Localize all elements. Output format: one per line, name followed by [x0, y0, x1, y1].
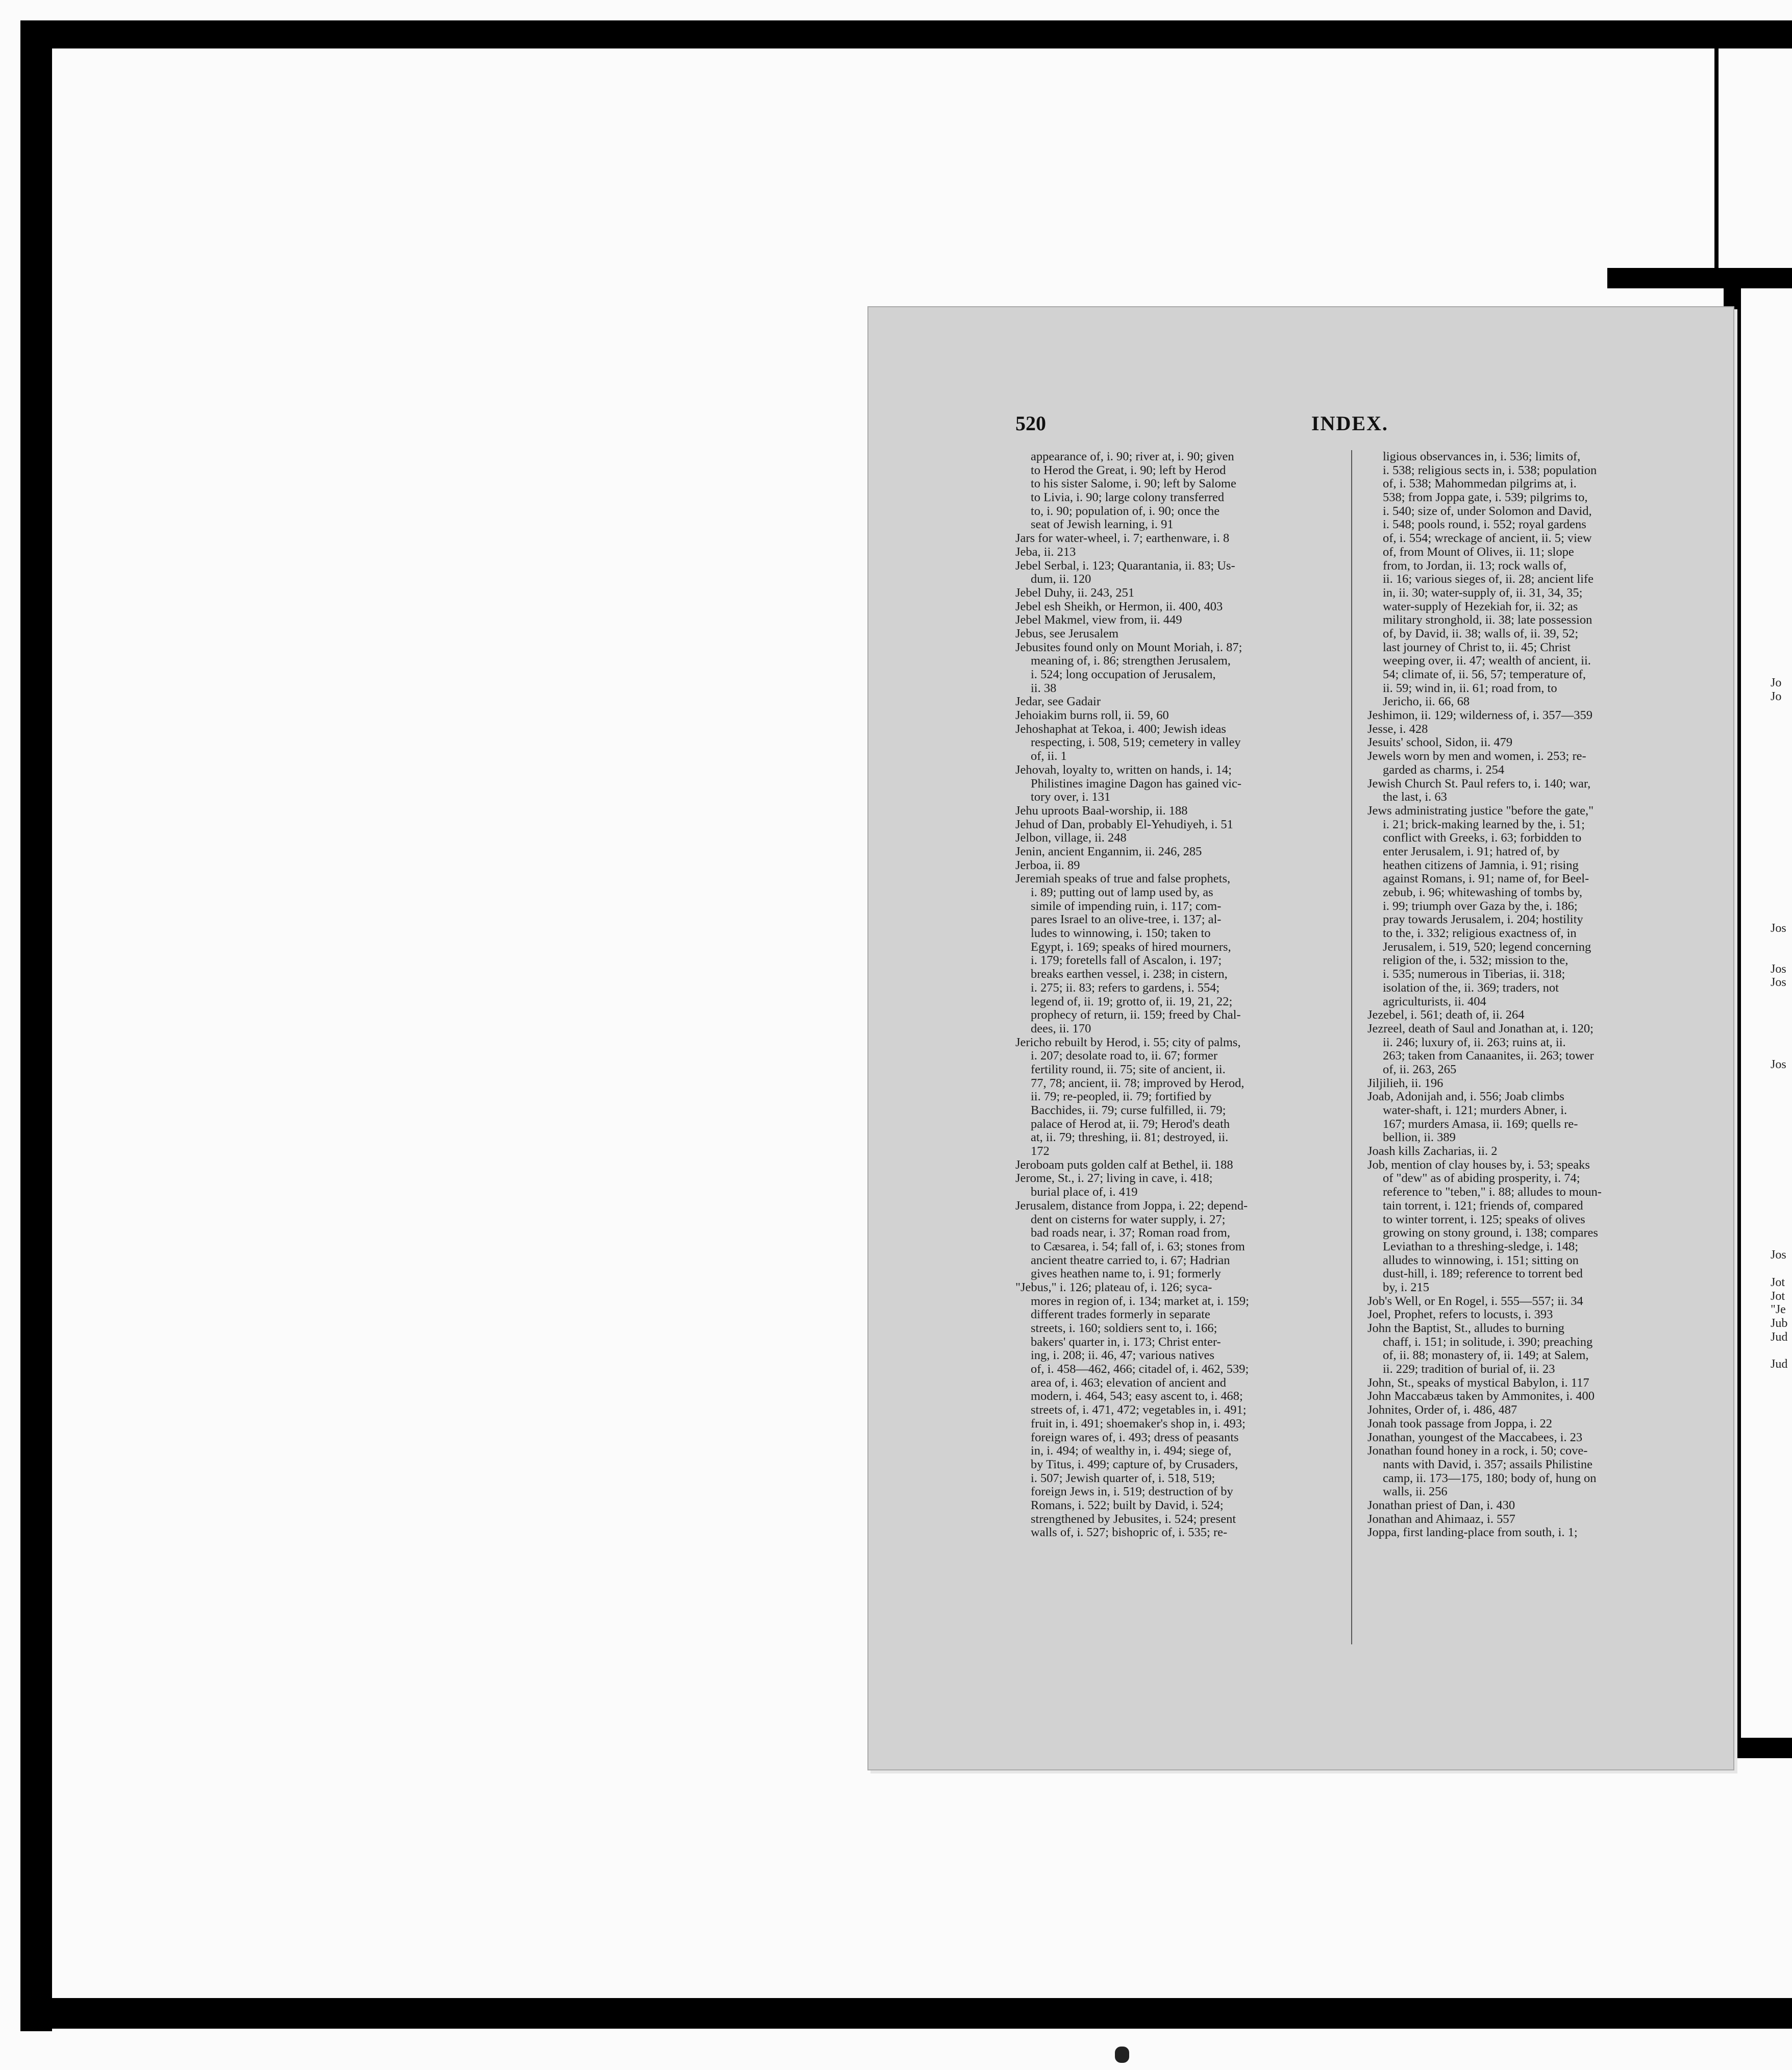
index-line: i. 275; ii. 83; refers to gardens, i. 554;: [1031, 981, 1220, 995]
index-line: reference to "teben," i. 88; alludes to moun-: [1383, 1186, 1602, 1199]
index-line: Jeremiah speaks of true and false prophets,: [1015, 872, 1231, 886]
index-line: mores in region of, i. 134; market at, i. 159;: [1031, 1294, 1249, 1308]
next-page-fragment: "Je: [1771, 1303, 1786, 1317]
index-line: weeping over, ii. 47; wealth of ancient, ii.: [1383, 654, 1591, 668]
index-line: area of, i. 463; elevation of ancient and: [1031, 1376, 1226, 1390]
index-line: to, i. 90; population of, i. 90; once the: [1031, 504, 1220, 518]
index-line: Jenin, ancient Engannim, ii. 246, 285: [1015, 845, 1202, 858]
page-clip-top: [1607, 268, 1792, 288]
index-line: different trades formerly in separate: [1031, 1308, 1210, 1322]
index-line: John, St., speaks of mystical Babylon, i. 117: [1367, 1376, 1589, 1390]
index-line: ii. 59; wind in, ii. 61; road from, to: [1383, 681, 1557, 695]
index-line: Jedar, see Gadair: [1015, 695, 1101, 709]
index-line: prophecy of return, ii. 159; freed by Chal-: [1031, 1008, 1241, 1022]
next-page-fragment: Jos: [1771, 976, 1786, 990]
index-line: Jerusalem, i. 519, 520; legend concerning: [1383, 940, 1591, 954]
index-line: Job, mention of clay houses by, i. 53; speaks: [1367, 1158, 1590, 1172]
index-line: Jeba, ii. 213: [1015, 545, 1076, 559]
index-line: John the Baptist, St., alludes to burning: [1367, 1322, 1564, 1335]
index-line: by Titus, i. 499; capture of, by Crusaders,: [1031, 1458, 1238, 1471]
next-page-fragment: Jud: [1771, 1358, 1788, 1371]
index-line: breaks earthen vessel, i. 238; in cistern,: [1031, 968, 1228, 981]
index-line: dent on cisterns for water supply, i. 27;: [1031, 1213, 1226, 1226]
index-line: Jehoiakim burns roll, ii. 59, 60: [1015, 709, 1169, 723]
microfilm-frame-top: [20, 20, 1792, 48]
index-line: enter Jerusalem, i. 91; hatred of, by: [1383, 845, 1560, 858]
index-line: Jerome, St., i. 27; living in cave, i. 418;: [1015, 1172, 1213, 1186]
next-page-fragment: Jos: [1771, 1248, 1786, 1262]
next-page-fragment: Jot: [1771, 1289, 1785, 1303]
index-line: simile of impending ruin, i. 117; com-: [1031, 899, 1222, 913]
index-line: i. 207; desolate road to, ii. 67; former: [1031, 1049, 1218, 1063]
index-line: Jebel esh Sheikh, or Hermon, ii. 400, 403: [1015, 600, 1223, 613]
index-line: Jebel Makmel, view from, ii. 449: [1015, 613, 1182, 627]
index-line: Jezebel, i. 561; death of, ii. 264: [1367, 1008, 1525, 1022]
index-line: dees, ii. 170: [1031, 1022, 1091, 1036]
index-line: in, i. 494; of wealthy in, i. 494; siege of,: [1031, 1444, 1232, 1458]
index-line: foreign wares of, i. 493; dress of peasants: [1031, 1431, 1239, 1444]
index-line: Joppa, first landing-place from south, i. 1;: [1367, 1526, 1578, 1540]
index-line: ii. 16; various sieges of, ii. 28; ancient life: [1383, 573, 1594, 586]
index-line: pray towards Jerusalem, i. 204; hostility: [1383, 913, 1583, 927]
index-line: foreign Jews in, i. 519; destruction of by: [1031, 1485, 1233, 1499]
index-line: water-supply of Hezekiah for, ii. 32; as: [1383, 600, 1578, 613]
index-line: ligious observances in, i. 536; limits of,: [1383, 450, 1581, 463]
index-line: i. 540; size of, under Solomon and David,: [1383, 504, 1592, 518]
index-line: Jewels worn by men and women, i. 253; re-: [1367, 750, 1586, 763]
index-line: Jehud of Dan, probably El-Yehudiyeh, i. 51: [1015, 818, 1233, 831]
index-line: Jonathan and Ahimaaz, i. 557: [1367, 1512, 1515, 1526]
next-page-fragment: Jub: [1771, 1316, 1788, 1330]
index-line: bellion, ii. 389: [1383, 1131, 1456, 1145]
index-line: pares Israel to an olive-tree, i. 137; al-: [1031, 913, 1222, 927]
index-line: nants with David, i. 357; assails Philistine: [1383, 1458, 1593, 1471]
index-line: Job's Well, or En Rogel, i. 555—557; ii. 34: [1367, 1294, 1583, 1308]
index-line: growing on stony ground, i. 138; compares: [1383, 1226, 1598, 1240]
index-line: ancient theatre carried to, i. 67; Hadrian: [1031, 1253, 1230, 1267]
index-line: Jesse, i. 428: [1367, 722, 1428, 736]
index-line: Jesuits' school, Sidon, ii. 479: [1367, 736, 1513, 750]
index-line: bakers' quarter in, i. 173; Christ enter-: [1031, 1335, 1221, 1349]
index-line: of, ii. 1: [1031, 750, 1067, 763]
index-line: Jeshimon, ii. 129; wilderness of, i. 357—359: [1367, 709, 1592, 723]
next-page-fragment: Jos: [1771, 921, 1786, 935]
index-line: last journey of Christ to, ii. 45; Christ: [1383, 640, 1571, 654]
index-line: i. 99; triumph over Gaza by the, i. 186;: [1383, 899, 1578, 913]
index-line: Jelbon, village, ii. 248: [1015, 831, 1127, 845]
index-line: streets of, i. 471, 472; vegetables in, i. 491;: [1031, 1403, 1247, 1417]
index-line: Jericho, ii. 66, 68: [1383, 695, 1470, 709]
index-line: ii. 79; re-peopled, ii. 79; fortified by: [1031, 1090, 1212, 1104]
index-line: 167; murders Amasa, ii. 169; quells re-: [1383, 1117, 1578, 1131]
index-line: Jerusalem, distance from Joppa, i. 22; depend-: [1015, 1199, 1248, 1213]
index-line: the last, i. 63: [1383, 791, 1447, 804]
next-page-fragment: Jud: [1771, 1330, 1788, 1344]
index-line: Egypt, i. 169; speaks of hired mourners,: [1031, 940, 1231, 954]
index-line: by, i. 215: [1383, 1280, 1429, 1294]
index-line: Jehu uproots Baal-worship, ii. 188: [1015, 804, 1188, 818]
index-line: Jars for water-wheel, i. 7; earthenware, i. 8: [1015, 532, 1230, 546]
index-column-left: [1015, 450, 1342, 1540]
index-line: modern, i. 464, 543; easy ascent to, i. 468;: [1031, 1390, 1243, 1403]
index-line: streets, i. 160; soldiers sent to, i. 166;: [1031, 1322, 1217, 1335]
index-line: of, i. 538; Mahommedan pilgrims at, i.: [1383, 477, 1577, 491]
index-line: tory over, i. 131: [1031, 791, 1111, 804]
index-line: Jericho rebuilt by Herod, i. 55; city of palms,: [1015, 1036, 1241, 1049]
index-line: of, ii. 263, 265: [1383, 1063, 1457, 1076]
index-line: to winter torrent, i. 125; speaks of olives: [1383, 1213, 1585, 1226]
index-line: to Herod the Great, i. 90; left by Herod: [1031, 463, 1226, 477]
index-line: John Maccabæus taken by Ammonites, i. 400: [1367, 1390, 1595, 1403]
index-line: i. 21; brick-making learned by the, i. 51;: [1383, 818, 1585, 831]
index-line: tain torrent, i. 121; friends of, compared: [1383, 1199, 1583, 1213]
index-line: Johnites, Order of, i. 486, 487: [1367, 1403, 1517, 1417]
page-title: INDEX.: [1311, 412, 1388, 435]
next-page-fragment: Jos: [1771, 962, 1786, 976]
index-line: from, to Jordan, ii. 13; rock walls of,: [1383, 559, 1566, 573]
page-header: [1015, 411, 1699, 442]
index-line: Joab, Adonijah and, i. 556; Joab climbs: [1367, 1090, 1564, 1104]
index-line: of, i. 554; wreckage of ancient, ii. 5; view: [1383, 532, 1592, 546]
index-line: to Livia, i. 90; large colony transferred: [1031, 491, 1225, 505]
next-page-fragment: Jot: [1771, 1275, 1785, 1289]
page-number: 520: [1015, 412, 1046, 435]
microfilm-frame-bottom: [20, 1998, 1792, 2029]
index-line: conflict with Greeks, i. 63; forbidden to: [1383, 831, 1582, 845]
index-line: appearance of, i. 90; river at, i. 90; given: [1031, 450, 1234, 463]
index-line: at, ii. 79; threshing, ii. 81; destroyed, ii.: [1031, 1131, 1229, 1145]
next-page-fragment: Jo: [1771, 689, 1782, 703]
index-line: Joash kills Zacharias, ii. 2: [1367, 1145, 1498, 1159]
index-line: Philistines imagine Dagon has gained vic-: [1031, 777, 1242, 791]
index-line: ii. 38: [1031, 681, 1057, 695]
index-line: walls, ii. 256: [1383, 1485, 1448, 1499]
index-line: Jonathan found honey in a rock, i. 50; cove-: [1367, 1444, 1588, 1458]
index-line: Jebel Serbal, i. 123; Quarantania, ii. 83; Us-: [1015, 559, 1235, 573]
index-line: zebub, i. 96; whitewashing of tombs by,: [1383, 886, 1583, 899]
index-line: Jonathan priest of Dan, i. 430: [1367, 1498, 1515, 1512]
index-line: burial place of, i. 419: [1031, 1186, 1138, 1199]
index-line: of, ii. 88; monastery of, ii. 149; at Salem,: [1383, 1349, 1589, 1363]
index-line: Jehoshaphat at Tekoa, i. 400; Jewish ideas: [1015, 722, 1226, 736]
index-line: i. 507; Jewish quarter of, i. 518, 519;: [1031, 1471, 1215, 1485]
frame-edge-mark: [1714, 48, 1719, 288]
index-line: water-shaft, i. 121; murders Abner, i.: [1383, 1104, 1567, 1117]
index-line: Jezreel, death of Saul and Jonathan at, i. 120;: [1367, 1022, 1594, 1036]
index-line: palace of Herod at, ii. 79; Herod's death: [1031, 1117, 1230, 1131]
index-line: alludes to winnowing, i. 151; sitting on: [1383, 1253, 1579, 1267]
index-line: ii. 229; tradition of burial of, ii. 23: [1383, 1363, 1555, 1376]
index-line: to the, i. 332; religious exactness of, in: [1383, 927, 1577, 941]
index-line: strengthened by Jebusites, i. 524; present: [1031, 1512, 1236, 1526]
index-line: dust-hill, i. 189; reference to torrent bed: [1383, 1267, 1583, 1281]
film-mark: [1115, 2047, 1129, 2063]
index-line: ludes to winnowing, i. 150; taken to: [1031, 927, 1211, 941]
index-line: gives heathen name to, i. 91; formerly: [1031, 1267, 1221, 1281]
index-line: Joel, Prophet, refers to locusts, i. 393: [1367, 1308, 1553, 1322]
index-line: garded as charms, i. 254: [1383, 763, 1505, 777]
index-line: i. 535; numerous in Tiberias, ii. 318;: [1383, 968, 1565, 981]
index-line: legend of, ii. 19; grotto of, ii. 19, 21, 22;: [1031, 995, 1233, 1008]
next-page-fragment: Jo: [1771, 676, 1782, 689]
index-line: Jerboa, ii. 89: [1015, 858, 1080, 872]
index-line: ii. 246; luxury of, ii. 263; ruins at, ii.: [1383, 1036, 1566, 1049]
index-line: Jonathan, youngest of the Maccabees, i. 23: [1367, 1431, 1583, 1444]
index-line: i. 548; pools round, i. 552; royal gardens: [1383, 518, 1586, 532]
index-line: Jews administrating justice "before the gate,": [1367, 804, 1594, 818]
index-line: i. 89; putting out of lamp used by, as: [1031, 886, 1213, 899]
index-line: of, i. 458—462, 466; citadel of, i. 462, 539;: [1031, 1363, 1249, 1376]
index-line: heathen citizens of Jamnia, i. 91; rising: [1383, 858, 1579, 872]
index-line: of, by David, ii. 38; walls of, ii. 39, 52;: [1383, 627, 1579, 640]
index-line: seat of Jewish learning, i. 91: [1031, 518, 1174, 532]
index-line: agriculturists, ii. 404: [1383, 995, 1486, 1008]
index-line: in, ii. 30; water-supply of, ii. 31, 34, 35;: [1383, 586, 1583, 600]
index-line: Jeroboam puts golden calf at Bethel, ii. 188: [1015, 1158, 1233, 1172]
index-line: bad roads near, i. 37; Roman road from,: [1031, 1226, 1230, 1240]
index-line: "Jebus," i. 126; plateau of, i. 126; syca-: [1015, 1280, 1212, 1294]
next-page-fragment: Jos: [1771, 1057, 1786, 1071]
index-line: respecting, i. 508, 519; cemetery in valley: [1031, 736, 1241, 750]
index-line: i. 538; religious sects in, i. 538; population: [1383, 463, 1597, 477]
index-line: 77, 78; ancient, ii. 78; improved by Herod,: [1031, 1076, 1245, 1090]
index-line: Jebusites found only on Mount Moriah, i. 87;: [1015, 640, 1242, 654]
index-line: chaff, i. 151; in solitude, i. 390; preaching: [1383, 1335, 1593, 1349]
index-line: i. 179; foretells fall of Ascalon, i. 197;: [1031, 954, 1222, 968]
index-line: 538; from Joppa gate, i. 539; pilgrims to,: [1383, 491, 1588, 505]
index-line: 263; taken from Canaanites, ii. 263; tower: [1383, 1049, 1594, 1063]
index-line: Jewish Church St. Paul refers to, i. 140; war,: [1367, 777, 1591, 791]
column-divider: [1351, 450, 1352, 1644]
index-line: isolation of the, ii. 369; traders, not: [1383, 981, 1559, 995]
index-line: to Cæsarea, i. 54; fall of, i. 63; stones from: [1031, 1240, 1245, 1253]
index-line: dum, ii. 120: [1031, 573, 1091, 586]
index-line: religion of the, i. 532; mission to the,: [1383, 954, 1569, 968]
index-line: fruit in, i. 491; shoemaker's shop in, i. 493;: [1031, 1417, 1246, 1431]
index-column-right: [1367, 450, 1694, 1540]
index-line: ing, i. 208; ii. 46, 47; various natives: [1031, 1349, 1214, 1363]
index-line: i. 524; long occupation of Jerusalem,: [1031, 668, 1216, 681]
index-line: 54; climate of, ii. 56, 57; temperature of,: [1383, 668, 1586, 681]
index-line: Romans, i. 522; built by David, i. 524;: [1031, 1498, 1224, 1512]
index-line: camp, ii. 173—175, 180; body of, hung on: [1383, 1471, 1597, 1485]
index-line: fertility round, ii. 75; site of ancient, ii.: [1031, 1063, 1226, 1076]
index-line: 172: [1031, 1145, 1050, 1159]
index-line: to his sister Salome, i. 90; left by Salome: [1031, 477, 1236, 491]
index-line: Jebel Duhy, ii. 243, 251: [1015, 586, 1135, 600]
index-line: Jonah took passage from Joppa, i. 22: [1367, 1417, 1552, 1431]
index-line: Jiljilieh, ii. 196: [1367, 1076, 1443, 1090]
index-line: Jehovah, loyalty to, written on hands, i. 14;: [1015, 763, 1232, 777]
index-line: against Romans, i. 91; name of, for Beel-: [1383, 872, 1589, 886]
microfilm-frame-left: [20, 20, 52, 2031]
index-line: Jebus, see Jerusalem: [1015, 627, 1119, 640]
index-line: of, from Mount of Olives, ii. 11; slope: [1383, 545, 1574, 559]
index-line: walls of, i. 527; bishopric of, i. 535; re-: [1031, 1526, 1228, 1540]
index-line: of "dew" as of abiding prosperity, i. 74;: [1383, 1172, 1580, 1186]
index-line: Bacchides, ii. 79; curse fulfilled, ii. 79;: [1031, 1104, 1226, 1117]
index-line: Leviathan to a threshing-sledge, i. 148;: [1383, 1240, 1579, 1253]
index-line: meaning of, i. 86; strengthen Jerusalem,: [1031, 654, 1231, 668]
index-line: military stronghold, ii. 38; late possession: [1383, 613, 1592, 627]
